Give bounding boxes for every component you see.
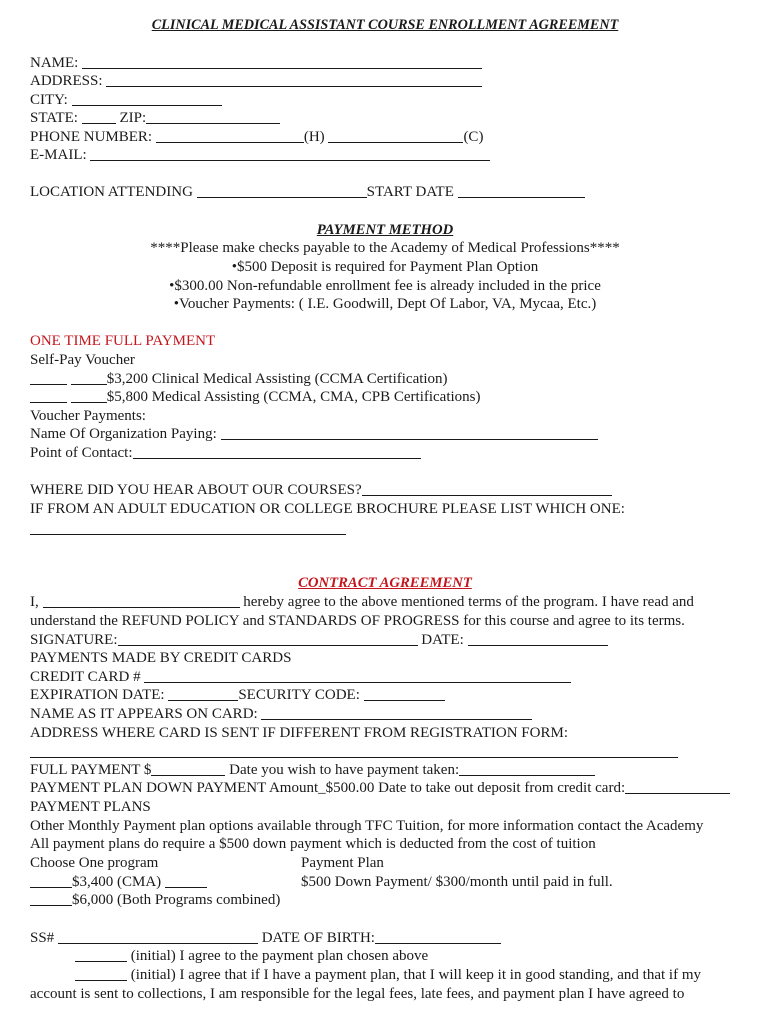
location-field[interactable] [197, 185, 367, 198]
initial-collections-continuation: account is sent to collections, I am responsible for the legal fees, late fees, and payment plan I have agreed to [30, 986, 685, 1002]
initial-row-collections [75, 966, 701, 985]
zip-label: ZIP: [119, 110, 147, 126]
credit-card-heading: PAYMENTS MADE BY CREDIT CARDS [30, 650, 292, 666]
name-label: NAME: [30, 55, 79, 71]
contact-row [30, 444, 421, 463]
email-field[interactable] [90, 148, 490, 161]
expiration-field[interactable] [168, 688, 238, 701]
full-payment-label: FULL PAYMENT $ [30, 762, 152, 778]
referral-question: WHERE DID YOU HEAR ABOUT OUR COURSES? [30, 482, 362, 498]
initial-collections-field[interactable] [75, 968, 127, 981]
option-ccma-voucher-field[interactable] [71, 372, 107, 385]
dob-label: DATE OF BIRTH: [261, 930, 375, 946]
program-header: Choose One program [30, 855, 159, 871]
signature-row [30, 631, 608, 650]
location-label: LOCATION ATTENDING [30, 184, 193, 200]
organization-field[interactable] [221, 427, 598, 440]
organization-row [30, 425, 598, 444]
card-address-field[interactable] [30, 745, 678, 758]
card-number-row [30, 668, 571, 687]
option-ma-row [30, 388, 481, 407]
program-cma-field[interactable] [30, 875, 72, 888]
initial-plan-field[interactable] [75, 949, 127, 962]
address-field[interactable] [106, 74, 482, 87]
signature-field[interactable] [118, 633, 418, 646]
security-code-field[interactable] [364, 688, 445, 701]
address-label: ADDRESS: [30, 73, 103, 89]
state-zip-row [30, 109, 280, 128]
cardholder-row [30, 705, 532, 724]
phone-home-field[interactable] [156, 130, 304, 143]
signature-date-field[interactable] [468, 633, 608, 646]
program-cma-label: $3,400 (CMA) [72, 874, 162, 890]
expiration-row [30, 686, 445, 705]
signature-date-label: DATE: [421, 632, 464, 648]
phone-cell-suffix: (C) [463, 129, 484, 145]
start-date-field[interactable] [458, 185, 585, 198]
option-ma-voucher-field[interactable] [71, 390, 107, 403]
check-payable-note: ****Please make checks payable to the Academy of Medical Professions**** [150, 240, 620, 256]
phone-row [30, 128, 483, 147]
plan-terms: $500 Down Payment/ $300/month until paid in full. [301, 874, 613, 890]
option-ccma-row [30, 370, 448, 389]
brochure-prompt: IF FROM AN ADULT EDUCATION OR COLLEGE BROCHURE PLEASE LIST WHICH ONE: [30, 501, 625, 517]
email-label: E-MAIL: [30, 147, 87, 163]
option-ma-label: $5,800 Medical Assisting (CCMA, CMA, CPB Certifications) [106, 389, 481, 405]
payment-plans-heading: PAYMENT PLANS [30, 799, 151, 815]
voucher-payments-label: Voucher Payments: [30, 408, 146, 424]
self-pay-voucher-label: Self-Pay Voucher [30, 352, 135, 368]
full-payment-row [30, 761, 595, 780]
document-title: CLINICAL MEDICAL ASSISTANT COURSE ENROLLMENT AGREEMENT [151, 17, 619, 33]
initial-row-plan [75, 947, 428, 966]
brochure-field[interactable] [30, 522, 346, 535]
cardholder-name-field[interactable] [261, 707, 532, 720]
agreement-text-2: understand the REFUND POLICY and STANDARDS OF PROGRESS for this course and agree to its terms. [30, 613, 685, 629]
state-label: STATE: [30, 110, 78, 126]
agreement-row [30, 593, 694, 612]
city-row [30, 91, 222, 110]
card-address-row [30, 743, 678, 762]
payment-method-heading: PAYMENT METHOD [316, 222, 454, 238]
program-both-label: $6,000 (Both Programs combined) [72, 892, 281, 908]
program-both-row [30, 891, 280, 910]
security-code-label: SECURITY CODE: [238, 687, 360, 703]
deposit-date-field[interactable] [625, 781, 730, 794]
down-payment-label: PAYMENT PLAN DOWN PAYMENT Amount_$500.00 Date to take out deposit from credit card: [30, 780, 626, 796]
phone-home-suffix: (H) [303, 129, 325, 145]
ssn-dob-row [30, 929, 501, 948]
email-row [30, 146, 490, 165]
option-ccma-label: $3,200 Clinical Medical Assisting (CCMA Certification) [106, 371, 448, 387]
contact-field[interactable] [133, 446, 421, 459]
dob-field[interactable] [375, 931, 501, 944]
organization-label: Name Of Organization Paying: [30, 426, 217, 442]
payment-plans-info-1: Other Monthly Payment plan options available through TFC Tuition, for more information contact the Academy [30, 818, 704, 834]
full-payment-heading: ONE TIME FULL PAYMENT [30, 333, 216, 349]
city-field[interactable] [72, 93, 222, 106]
program-cma-row [30, 873, 613, 892]
start-date-label: START DATE [366, 184, 454, 200]
program-both-field[interactable] [30, 893, 72, 906]
option-ccma-self-pay-field[interactable] [30, 372, 67, 385]
payment-date-label: Date you wish to have payment taken: [229, 762, 460, 778]
full-payment-amount-field[interactable] [151, 763, 225, 776]
enrollment-fee-note: •$300.00 Non-refundable enrollment fee is already included in the price [169, 278, 601, 294]
name-field[interactable] [82, 56, 482, 69]
payment-plans-info-2: All payment plans do require a $500 down payment which is deducted from the cost of tuition [30, 836, 596, 852]
location-row [30, 183, 585, 202]
plan-table-header [30, 854, 384, 873]
plan-header: Payment Plan [301, 855, 384, 871]
card-number-label: CREDIT CARD # [30, 669, 141, 685]
city-label: CITY: [30, 92, 68, 108]
expiration-label: EXPIRATION DATE: [30, 687, 165, 703]
phone-cell-field[interactable] [328, 130, 463, 143]
cardholder-name-label: NAME AS IT APPEARS ON CARD: [30, 706, 258, 722]
ssn-label: SS# [30, 930, 55, 946]
brochure-row [30, 520, 346, 539]
card-address-label: ADDRESS WHERE CARD IS SENT IF DIFFERENT FROM REGISTRATION FORM: [30, 725, 568, 741]
phone-label: PHONE NUMBER: [30, 129, 153, 145]
payment-date-field[interactable] [459, 763, 595, 776]
name-row [30, 54, 482, 73]
contract-heading: CONTRACT AGREEMENT [298, 575, 472, 591]
agreement-text-1: hereby agree to the above mentioned terms of the program. I have read and [243, 594, 694, 610]
program-cma-plan-field[interactable] [165, 875, 207, 888]
initial-collections-text: (initial) I agree that if I have a payment plan, that I will keep it in good standing, and that if my [130, 967, 701, 983]
referral-row [30, 481, 612, 500]
agreement-name-field[interactable] [43, 595, 240, 608]
address-row [30, 72, 482, 91]
initial-plan-text: (initial) I agree to the payment plan chosen above [130, 948, 429, 964]
down-payment-row [30, 779, 730, 798]
deposit-note: •$500 Deposit is required for Payment Plan Option [231, 259, 539, 275]
ssn-field[interactable] [58, 931, 258, 944]
state-field[interactable] [82, 111, 116, 124]
referral-field[interactable] [362, 483, 612, 496]
agreement-prefix: I, [30, 594, 39, 610]
option-ma-self-pay-field[interactable] [30, 390, 67, 403]
signature-label: SIGNATURE: [30, 632, 118, 648]
card-number-field[interactable] [144, 670, 571, 683]
voucher-note: •Voucher Payments: ( I.E. Goodwill, Dept Of Labor, VA, Mycaa, Etc.) [173, 296, 597, 312]
zip-field[interactable] [146, 111, 280, 124]
contact-label: Point of Contact: [30, 445, 133, 461]
